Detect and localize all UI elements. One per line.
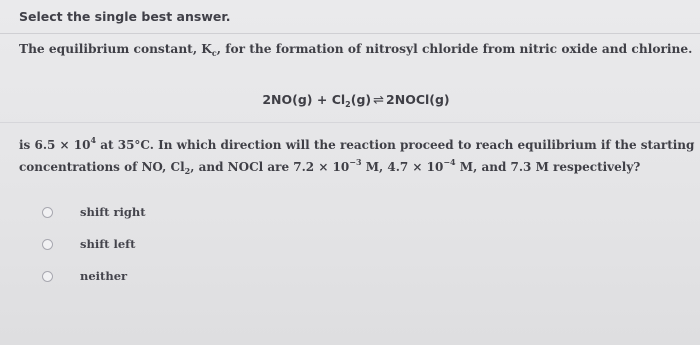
answer-options (42, 196, 146, 292)
question-text-1: at 35°C. In which direction will the reaction proceed to reach equilibrium if the starting (96, 138, 695, 152)
reactant-no: 2NO(g) (262, 92, 313, 107)
k-exponent: 4 (90, 135, 97, 145)
option-label: shift right (80, 205, 146, 219)
option-shift-right[interactable] (42, 196, 146, 228)
option-label: neither (80, 269, 128, 283)
no-exponent: −3 (349, 157, 362, 167)
radio-button[interactable] (42, 239, 53, 250)
reactant-cl2 (332, 92, 371, 107)
question-text-2b: , and NOCl are 7.2 × 10 (190, 160, 350, 174)
question-text-2c: M, 4.7 × 10 (361, 160, 444, 174)
k-value: is 6.5 × 10 (19, 138, 91, 152)
cl-phase: (g) (350, 92, 372, 107)
equilibrium-arrow-icon: ⇌ (373, 93, 385, 108)
radio-button[interactable] (42, 271, 53, 282)
cl2-subscript: 2 (184, 166, 191, 176)
intro-text-1: The equilibrium constant, K (19, 42, 212, 56)
product-nocl: 2NOCl(g) (386, 92, 450, 107)
option-neither[interactable] (42, 260, 146, 292)
cl-base: Cl (331, 92, 346, 107)
question-text-2d: M, and 7.3 M respectively? (455, 160, 641, 174)
question-intro (19, 42, 694, 56)
instruction-text: Select the single best answer. (19, 9, 231, 24)
question-text-2a: concentrations of NO, Cl (19, 160, 185, 174)
question-line-1 (19, 134, 695, 156)
option-shift-left[interactable] (42, 228, 146, 260)
cl2-exponent: −4 (443, 157, 456, 167)
cl-subscript: 2 (345, 100, 351, 109)
plus-sign: + (316, 92, 328, 107)
question-body (19, 134, 695, 178)
option-label: shift left (80, 237, 136, 251)
divider (0, 122, 700, 123)
chemical-equation (0, 92, 700, 108)
kc-subscript: c (211, 48, 217, 58)
intro-text-2: , for the formation of nitrosyl chloride from nitric oxide and chlorine. (216, 42, 693, 56)
divider (0, 33, 700, 34)
radio-button[interactable] (42, 207, 53, 218)
question-line-2 (19, 156, 695, 178)
